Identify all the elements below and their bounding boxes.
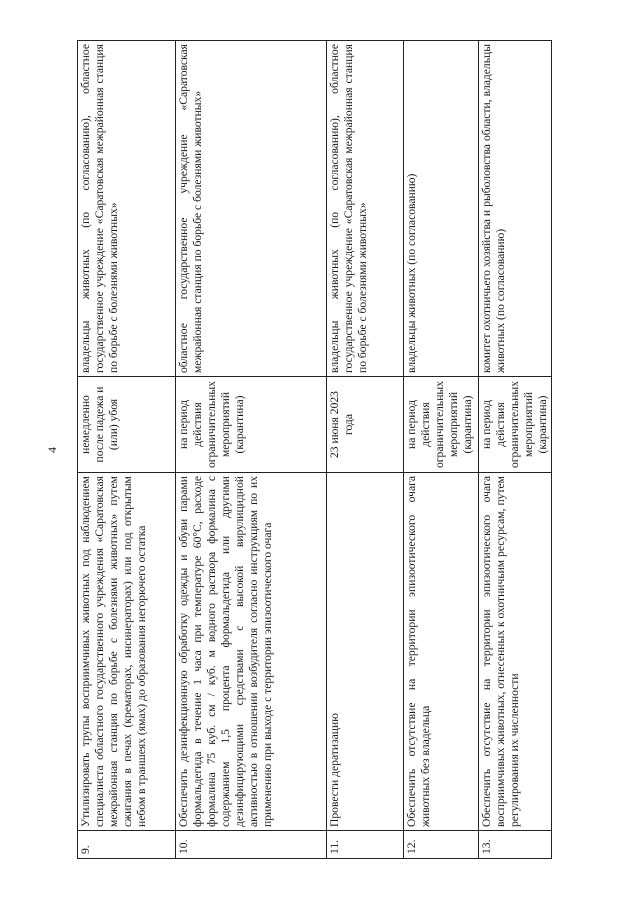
responsible-text: областное государственное учреждение «Саратовская межрайонная станция по борьбе с болезнями животных» [176,41,327,377]
responsible-text: владельцы животных (по согласованию), областное государственное учреждение «Саратовская межрайонная станция по борьбе с болезнями животных» [78,41,176,377]
deadline-text: на период действия ограничительных мероприятий (карантина) [404,377,479,473]
measure-text: Утилизировать трупы восприимчивых животных под наблюдением специалиста областного государственного учреждения «Саратовская межрайонная станция по борьбе с болезнями животных» путем сжигания в печах (крематорах, инсинераторах) или под открытым небом в траншеях (ямах) до образования негорючего остатка [78,473,176,831]
row-number: 11. [327,831,404,859]
row-number: 12. [404,831,479,859]
measure-text: Обеспечить дезинфекционную обработку одежды и обуви парами формальдегида в течение 1 часа при температуре 60°С, расходе формалина 75 куб. см / куб. м водного раствора формалина с содержанием 1,5 процента формальдегида или другими дезинфицирующими средствами с высокой вирулицидной активностью в отношении возбудителя согласно инструкциям по их применению при выходе с территории эпизоотического очага [176,473,327,831]
rotated-table-container [77,41,549,859]
responsible-text: владельцы животных (по согласованию) [404,41,479,377]
row-number: 9. [78,831,176,859]
measure-text: Провести дератизацию [327,473,404,831]
table-row [479,41,552,859]
table-row [327,41,404,859]
table-row [78,41,176,859]
page-number: 4 [45,447,59,453]
table-row [404,41,479,859]
row-number: 13. [479,831,552,859]
table-row [176,41,327,859]
measures-table [77,40,552,859]
deadline-text: на период действия ограничительных мероприятий (карантина) [479,377,552,473]
deadline-text: на период действия ограничительных мероприятий (карантина) [176,377,327,473]
deadline-text: немедленно после падежа и (или) убоя [78,377,176,473]
measure-text: Обеспечить отсутствие на территории эпизоотического очага животных без владельца [404,473,479,831]
measure-text: Обеспечить отсутствие на территории эпизоотического очага восприимчивых животных, отнесенных к охотничьим ресурсам, путем регулирования их численности [479,473,552,831]
row-number: 10. [176,831,327,859]
responsible-text: владельцы животных (по согласованию), областное государственное учреждение «Саратовская межрайонная станция по борьбе с болезнями животных» [327,41,404,377]
deadline-text: 23 июня 2023 года [327,377,404,473]
responsible-text: комитет охотничьего хозяйства и рыболовства области, владельцы животных (по согласованию) [479,41,552,377]
